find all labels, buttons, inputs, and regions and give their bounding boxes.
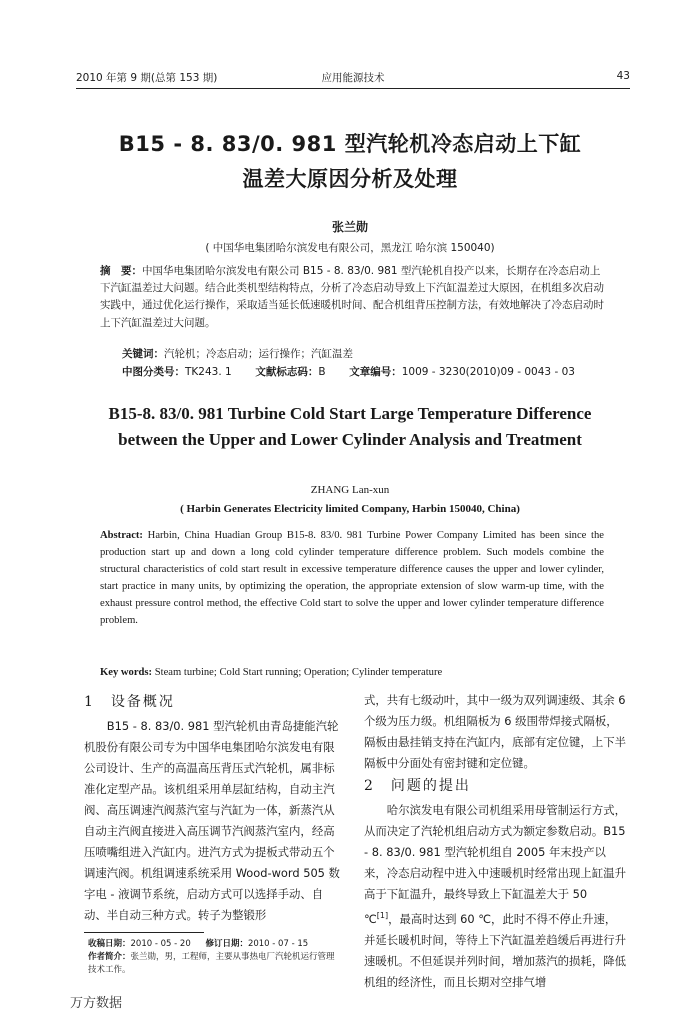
right-column (364, 690, 626, 993)
revised-date: 2010 - 07 - 15 (247, 939, 309, 949)
section2-para (364, 800, 626, 993)
abstract-cn-text: 中国华电集团哈尔滨发电有限公司 B15 - 8. 83/0. 981 型汽轮机自投产以来，长期存在冷态启动上下汽缸温差过大问题。结合此类机型结构特点，分析了冷态启动导致上下汽缸温差过大原因，在机组多次启动实践中，通过优化运行操作，采取适当延长低速暖机时间、配合机组背压控制方法，有效地解决了冷态启动时上下汽缸温差过大问题。 (100, 265, 604, 329)
title-en-line1: B15-8. 83/0. 981 Turbine Cold Start Large Temperature Difference (108, 404, 592, 423)
title-en-line2: between the Upper and Lower Cylinder Analysis and Treatment (118, 430, 582, 449)
header-rule (76, 88, 630, 89)
keywords-en (100, 664, 604, 681)
keywords-cn-text: 汽轮机；冷态启动；运行操作；汽缸温差 (164, 348, 353, 360)
received-label: 收稿日期： (88, 939, 131, 949)
article-no-label: 文章编号： (349, 366, 402, 378)
bio-label: 作者简介： (88, 952, 131, 962)
footnote-rule (84, 932, 204, 933)
title-cn-line1: B15 - 8. 83/0. 981 型汽轮机冷态启动上下缸 (118, 132, 582, 156)
classification-line (122, 364, 575, 379)
keywords-en-text: Steam turbine; Cold Start running; Operation; Cylinder temperature (154, 667, 443, 678)
section2-heading: 2 问题的提出 (364, 778, 471, 794)
journal-issue: 2010 年第 9 期(总第 153 期) (76, 72, 218, 84)
author-en: ZHANG Lan-xun (310, 484, 390, 496)
journal-name: 应用能源技术 (321, 72, 385, 84)
abstract-cn-label: 摘 要： (100, 265, 142, 277)
section1-cont: 式，共有七级动叶，其中一级为双列调速级、其余 6 个级为压力级。机组隔板为 6 级围带焊接式隔板，隔板由悬挂销支持在汽缸内，底部有定位键，上下半隔板中分面处有密封键和定位键。 (364, 693, 626, 770)
clc-label: 中图分类号： (122, 366, 185, 378)
abstract-en-label: Abstract: (100, 530, 143, 541)
keywords-cn-label: 关键词： (122, 348, 164, 360)
abstract-en (100, 527, 604, 630)
citation-1[interactable]: [1] (376, 911, 389, 920)
doc-code-value: B (318, 366, 326, 378)
footnote-bio (88, 951, 338, 977)
doc-code-label: 文献标志码： (255, 366, 319, 378)
revised-label: 修订日期： (205, 939, 248, 949)
section2-text-b: ，最高时达到 60 ℃，此时不得不停止升速，并延长暖机时间，等待上下汽缸温差趋缓后再进行升速暖机。不但延误并列时间，增加蒸汽的损耗，降低机组的经济性，而且长期对空排气增 (364, 911, 626, 989)
abstract-cn (100, 263, 606, 332)
abstract-en-text: Harbin, China Huadian Group B15-8. 83/0. 981 Turbine Power Company Limited has been since the production start up and down a long cold cylinder temperature difference problem. Such models combine the structural characteristics of cold start result in excessive temperature difference causes the upper and lower cylinder, start practice in many units, by optimizing the operation, the appropriate extension of slow warm-up time, with the exhaust pressure control method, the effective Cold start to solve the upper and lower cylinder temperature difference problem. (100, 530, 605, 627)
bio-text: 张兰勋，男，工程师，主要从事热电厂汽轮机运行管理技术工作。 (88, 952, 335, 975)
section1-heading: 1 设备概况 (84, 694, 175, 710)
page-number: 43 (616, 70, 630, 82)
received-date: 2010 - 05 - 20 (130, 939, 191, 949)
clc-value: TK243. 1 (185, 366, 232, 378)
footnote-dates (88, 938, 338, 951)
section1-para: B15 - 8. 83/0. 981 型汽轮机由青岛捷能汽轮机股份有限公司专为中国华电集团哈尔滨发电有限公司设计、生产的高温高压背压式汽轮机，属非标准化定型产品。该机组采用单层缸结构，自动主汽阀、高压调速汽阀蒸汽室与汽缸为一体，新蒸汽从自动主汽阀直接进入高压调节汽阀蒸汽室内，经高压喷嘴组进入汽缸内。进汽方式为提板式带动五个调速汽阀。机组调速系统采用 Wood-word 505 数字电 - 液调节系统，启动方式可以选择手动、自动、半自动三种方式。转子为整锻形 (84, 719, 340, 922)
title-cn-line2: 温差大原因分析及处理 (242, 167, 458, 191)
article-no-value: 1009 - 3230(2010)09 - 0043 - 03 (401, 366, 575, 378)
section2-text-a: 哈尔滨发电有限公司机组采用母管制运行方式，从而决定了汽轮机组启动方式为额定参数启动。B15 - 8. 83/0. 981 型汽轮机组自 2005 年末投产以来，冷态启动程中进入中速暖机时经常出现上缸温升高于下缸温升，最终导致上下缸温差大于 50 ℃ (364, 803, 627, 926)
affiliation-cn: ( 中国华电集团哈尔滨发电有限公司，黑龙江 哈尔滨 150040) (205, 242, 495, 254)
left-column (84, 690, 344, 926)
author-cn: 张兰勋 (331, 220, 368, 234)
page-header (76, 66, 630, 86)
affiliation-en: ( Harbin Generates Electricity limited Company, Harbin 150040, China) (180, 503, 520, 515)
watermark: 万方数据 (70, 996, 123, 1011)
footnote (88, 938, 338, 977)
keywords-en-label: Key words: (100, 667, 153, 678)
keywords-cn (122, 346, 353, 361)
